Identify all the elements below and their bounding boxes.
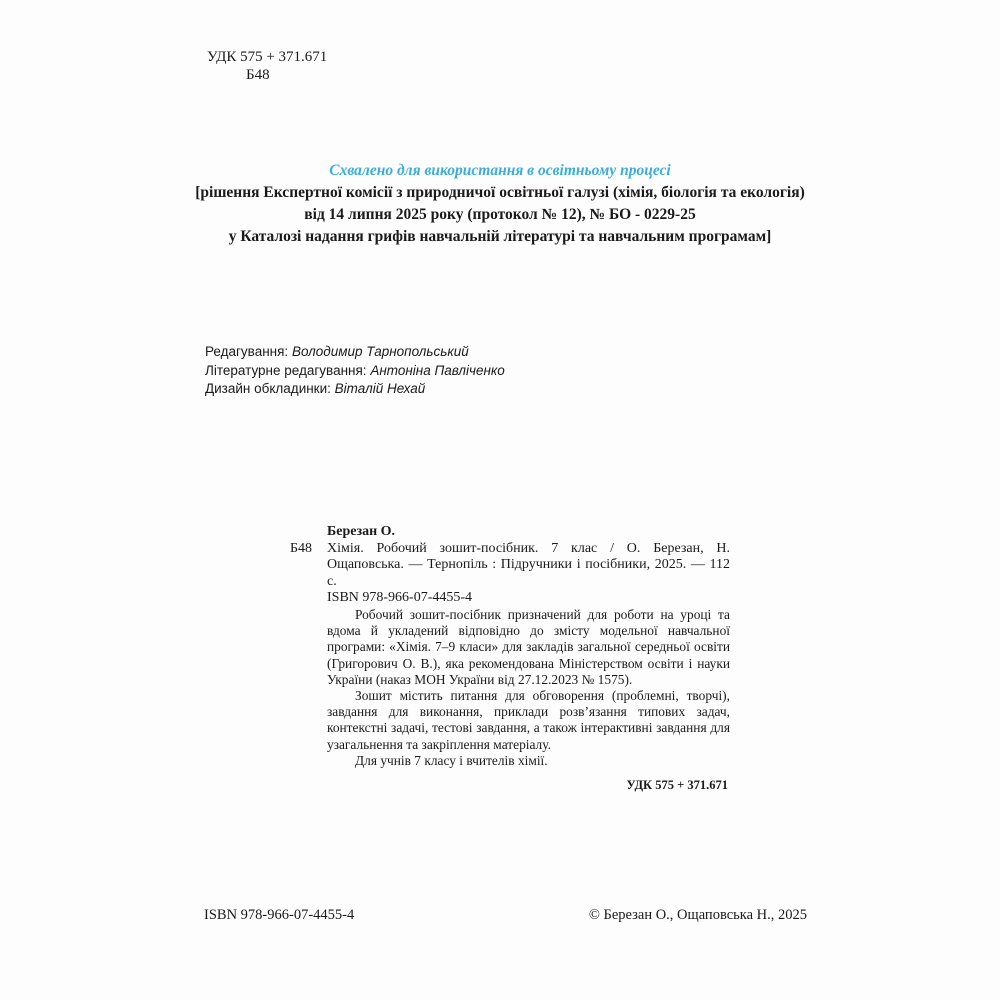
- approval-line-2: від 14 липня 2025 року (протокол № 12), № БО - 0229-25: [304, 206, 696, 223]
- bibliographic-record: [290, 524, 730, 794]
- annotation-paragraph-1: Робочий зошит-посібник призначений для роботи на уроці та вдома й укладений відповідно до змісту модельної навчальної програми: «Хімія. 7–9 класи» для закладів загальної середньої освіти (Григорович О. В.), яка рекомендована Міністерством освіти і науки України (наказ МОН України від 27.12.2023 № 1575).: [327, 606, 730, 687]
- credit-cover-design: [205, 380, 505, 399]
- footer-copyright: © Березан О., Ощаповська Н., 2025: [588, 907, 807, 923]
- footer-isbn: ISBN 978-966-07-4455-4: [204, 907, 355, 923]
- approval-title: Схвалено для використання в освітньому процесі: [329, 162, 671, 179]
- credit-literary-editor: [205, 362, 505, 381]
- record-annotation: [290, 607, 730, 769]
- approval-line-3: у Каталозі надання грифів навчальній літературі та навчальним програмам]: [228, 228, 772, 245]
- credit-editor: [205, 343, 505, 362]
- credit-value: Антоніна Павліченко: [370, 362, 505, 378]
- udk-code: УДК 575 + 371.671: [207, 49, 328, 65]
- record-isbn: ISBN 978-966-07-4455-4: [327, 590, 473, 606]
- record-title-statement: Хімія. Робочий зошит-посібник. 7 клас / О. Березан, Н. Ощаповська. — Тернопіль : Підручники і посібники, 2025. — 112 с.: [327, 540, 730, 589]
- record-author: Березан О.: [327, 524, 396, 539]
- credit-value: Володимир Тарнопольський: [291, 344, 469, 359]
- record-entry: [290, 541, 730, 591]
- record-udk: УДК 575 + 371.671: [626, 778, 728, 792]
- approval-block: [150, 160, 850, 248]
- credit-label: Редагування:: [205, 344, 292, 359]
- credit-label: Дизайн обкладинки:: [205, 381, 335, 396]
- credit-label: Літературне редагування:: [205, 362, 371, 378]
- annotation-paragraph-2: Зошит містить питання для обговорення (проблемні, творчі), завдання для виконання, приклади розв’язання типових задач, контекстні задачі, тестові завдання, а також інтерактивні завдання для узагальнення та закріплення матеріалу.: [327, 687, 730, 752]
- udk-classification-top: [207, 48, 327, 84]
- annotation-paragraph-3: Для учнів 7 класу і вчителів хімії.: [355, 752, 548, 768]
- author-mark: Б48: [246, 67, 270, 83]
- approval-line-1: [рішення Експертної комісії з природничої освітньої галузі (хімія, біологія та екологія): [195, 184, 805, 201]
- record-author-mark: Б48: [290, 540, 313, 556]
- credits-block: [205, 343, 505, 399]
- credit-value: Віталій Нехай: [334, 381, 426, 396]
